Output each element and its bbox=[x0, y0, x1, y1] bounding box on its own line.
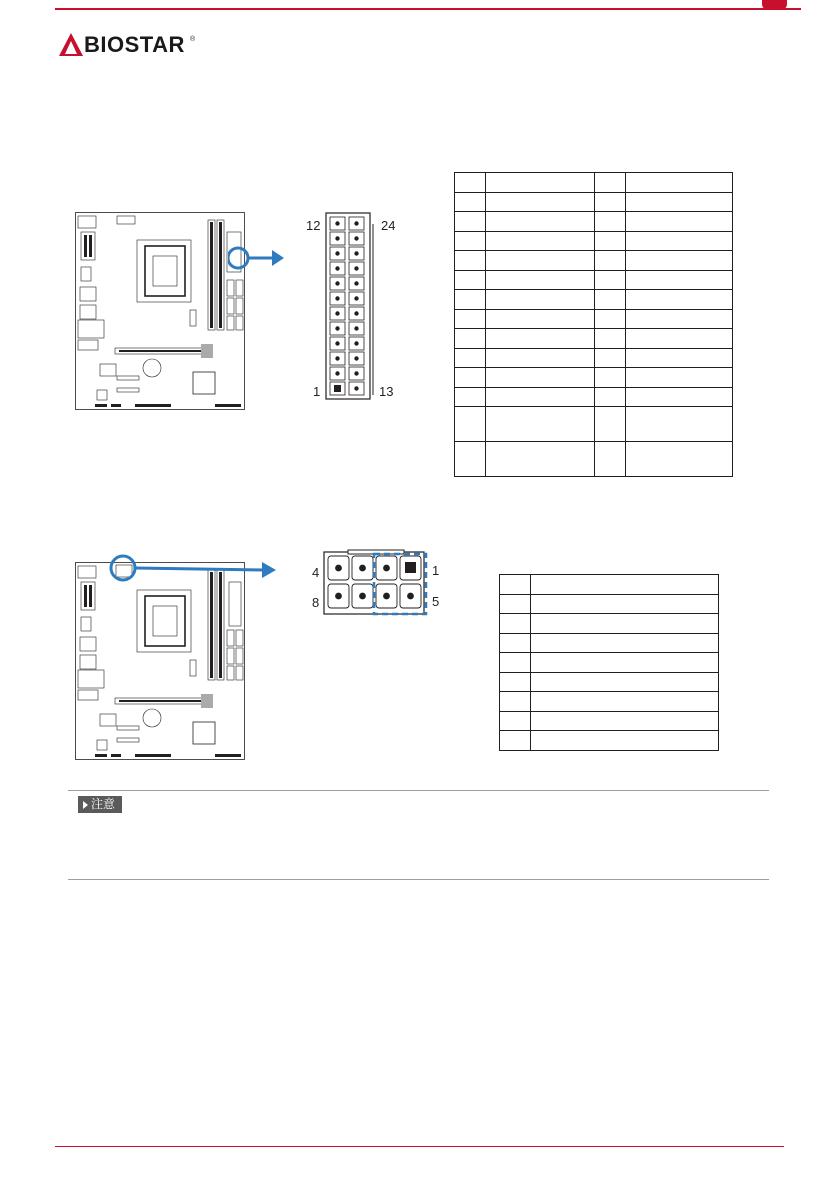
table-row bbox=[455, 173, 733, 193]
brand-logo-mark bbox=[58, 32, 84, 58]
table-cell bbox=[455, 212, 486, 232]
table-row bbox=[500, 594, 719, 614]
pin-dot bbox=[354, 266, 358, 270]
table-cell bbox=[455, 290, 486, 310]
table-cell bbox=[455, 407, 486, 442]
table-cell bbox=[595, 309, 626, 329]
callout-arrow-8pin bbox=[108, 550, 278, 590]
atx-8pin-table bbox=[499, 574, 719, 751]
pin-dot bbox=[354, 356, 358, 360]
table-cell bbox=[626, 251, 733, 271]
pin-dot bbox=[354, 371, 358, 375]
table-row bbox=[455, 251, 733, 271]
table-cell bbox=[500, 594, 531, 614]
table-cell bbox=[455, 192, 486, 212]
table-cell bbox=[455, 329, 486, 349]
table-cell bbox=[595, 348, 626, 368]
atx-24pin-table bbox=[454, 172, 733, 477]
table-cell bbox=[626, 270, 733, 290]
table-cell bbox=[530, 653, 718, 673]
table-row bbox=[500, 653, 719, 673]
table-cell bbox=[595, 329, 626, 349]
pin-label-12: 12 bbox=[306, 218, 321, 233]
pin-dot bbox=[335, 296, 339, 300]
table-cell bbox=[500, 692, 531, 712]
pin-dot bbox=[354, 281, 358, 285]
pin-dot bbox=[359, 565, 366, 572]
pin-label-1: 1 bbox=[313, 384, 321, 399]
motherboard-diagram-top bbox=[75, 212, 245, 410]
table-cell bbox=[485, 407, 595, 442]
pin-dot bbox=[335, 565, 342, 572]
table-cell bbox=[455, 173, 486, 193]
table-cell bbox=[500, 633, 531, 653]
table-cell bbox=[455, 270, 486, 290]
pin-label-5: 5 bbox=[432, 594, 440, 609]
table-cell bbox=[626, 173, 733, 193]
pin-dot bbox=[335, 281, 339, 285]
atx-24pin-connector bbox=[325, 212, 385, 402]
table-cell bbox=[455, 368, 486, 388]
table-row bbox=[455, 290, 733, 310]
header-rule bbox=[55, 8, 801, 10]
table-cell bbox=[455, 309, 486, 329]
brand-name: BIOSTAR bbox=[84, 32, 185, 57]
note-tag bbox=[78, 796, 122, 813]
table-row bbox=[500, 672, 719, 692]
table-cell bbox=[500, 672, 531, 692]
table-row bbox=[500, 633, 719, 653]
table-cell bbox=[485, 387, 595, 407]
table-cell bbox=[626, 387, 733, 407]
note-label: 注意 bbox=[91, 797, 116, 811]
table-cell bbox=[530, 731, 718, 751]
table-row bbox=[455, 442, 733, 477]
table-cell bbox=[530, 614, 718, 634]
table-cell bbox=[500, 711, 531, 731]
table-row bbox=[455, 387, 733, 407]
table-cell bbox=[485, 192, 595, 212]
note-top-rule bbox=[68, 790, 769, 791]
pin-dot bbox=[354, 326, 358, 330]
registered-mark: ® bbox=[190, 36, 196, 43]
brand-logo bbox=[58, 28, 198, 62]
table-cell bbox=[626, 290, 733, 310]
table-cell bbox=[626, 368, 733, 388]
table-cell bbox=[455, 387, 486, 407]
table-cell bbox=[500, 575, 531, 595]
pin-dot bbox=[354, 221, 358, 225]
table-cell bbox=[530, 594, 718, 614]
table-row bbox=[455, 348, 733, 368]
pin-dot bbox=[354, 251, 358, 255]
header-tab bbox=[762, 0, 787, 10]
table-cell bbox=[485, 348, 595, 368]
pin-label-1-8pin: 1 bbox=[432, 563, 440, 578]
table-cell bbox=[455, 231, 486, 251]
pin-label-4: 4 bbox=[312, 565, 320, 580]
pin-dot bbox=[335, 356, 339, 360]
table-cell bbox=[530, 672, 718, 692]
table-row bbox=[455, 231, 733, 251]
pin-dot bbox=[407, 593, 414, 600]
table-cell bbox=[485, 251, 595, 271]
pin-dot bbox=[335, 221, 339, 225]
pin-dot bbox=[383, 565, 390, 572]
table-cell bbox=[626, 192, 733, 212]
table-cell bbox=[595, 270, 626, 290]
pin-dot bbox=[335, 326, 339, 330]
table-cell bbox=[530, 575, 718, 595]
table-cell bbox=[595, 442, 626, 477]
callout-arrow-24pin bbox=[228, 238, 288, 278]
table-row bbox=[455, 368, 733, 388]
table-row bbox=[455, 212, 733, 232]
table-cell bbox=[485, 212, 595, 232]
table-cell bbox=[626, 212, 733, 232]
pin-label-13: 13 bbox=[379, 384, 394, 399]
table-cell bbox=[530, 692, 718, 712]
table-cell bbox=[595, 192, 626, 212]
table-cell bbox=[530, 633, 718, 653]
table-cell bbox=[485, 290, 595, 310]
pin-dot bbox=[335, 266, 339, 270]
table-cell bbox=[595, 290, 626, 310]
pin-1-marker bbox=[334, 385, 341, 392]
table-cell bbox=[595, 407, 626, 442]
note-bottom-rule bbox=[68, 879, 769, 880]
table-cell bbox=[485, 368, 595, 388]
table-row bbox=[455, 309, 733, 329]
pin-1-marker bbox=[405, 562, 416, 573]
footer-rule bbox=[55, 1146, 784, 1147]
table-cell bbox=[455, 251, 486, 271]
table-row bbox=[500, 711, 719, 731]
table-cell bbox=[485, 173, 595, 193]
pin-label-24: 24 bbox=[381, 218, 396, 233]
table-row bbox=[500, 731, 719, 751]
table-cell bbox=[595, 212, 626, 232]
table-cell bbox=[485, 270, 595, 290]
motherboard-diagram-bottom bbox=[75, 562, 245, 760]
pin-dot bbox=[335, 593, 342, 600]
table-cell bbox=[530, 711, 718, 731]
table-row bbox=[500, 575, 719, 595]
table-row bbox=[455, 192, 733, 212]
table-cell bbox=[626, 329, 733, 349]
table-cell bbox=[485, 231, 595, 251]
pin-dot bbox=[359, 593, 366, 600]
table-row bbox=[500, 614, 719, 634]
table-cell bbox=[595, 387, 626, 407]
table-row bbox=[500, 692, 719, 712]
table-row bbox=[455, 407, 733, 442]
table-cell bbox=[595, 173, 626, 193]
table-cell bbox=[500, 731, 531, 751]
table-cell bbox=[595, 251, 626, 271]
table-cell bbox=[500, 614, 531, 634]
pin-dot bbox=[335, 236, 339, 240]
pin-dot bbox=[335, 251, 339, 255]
table-cell bbox=[626, 309, 733, 329]
pin-dot bbox=[335, 341, 339, 345]
table-cell bbox=[455, 348, 486, 368]
pin-dot bbox=[354, 311, 358, 315]
table-cell bbox=[500, 653, 531, 673]
table-cell bbox=[485, 309, 595, 329]
table-cell bbox=[485, 329, 595, 349]
pin-dot bbox=[354, 296, 358, 300]
pin-dot bbox=[354, 341, 358, 345]
atx-8pin-connector bbox=[322, 549, 432, 619]
pin-dot bbox=[335, 371, 339, 375]
table-cell bbox=[626, 231, 733, 251]
pin-dot bbox=[383, 593, 390, 600]
table-cell bbox=[626, 407, 733, 442]
table-row bbox=[455, 270, 733, 290]
table-cell bbox=[595, 368, 626, 388]
table-cell bbox=[455, 442, 486, 477]
pin-dot bbox=[335, 311, 339, 315]
pin-dot bbox=[354, 386, 358, 390]
pin-dot bbox=[354, 236, 358, 240]
note-arrow-icon bbox=[83, 801, 88, 809]
table-cell bbox=[485, 442, 595, 477]
table-row bbox=[455, 329, 733, 349]
table-cell bbox=[595, 231, 626, 251]
pin-label-8: 8 bbox=[312, 595, 320, 610]
table-cell bbox=[626, 348, 733, 368]
table-cell bbox=[626, 442, 733, 477]
